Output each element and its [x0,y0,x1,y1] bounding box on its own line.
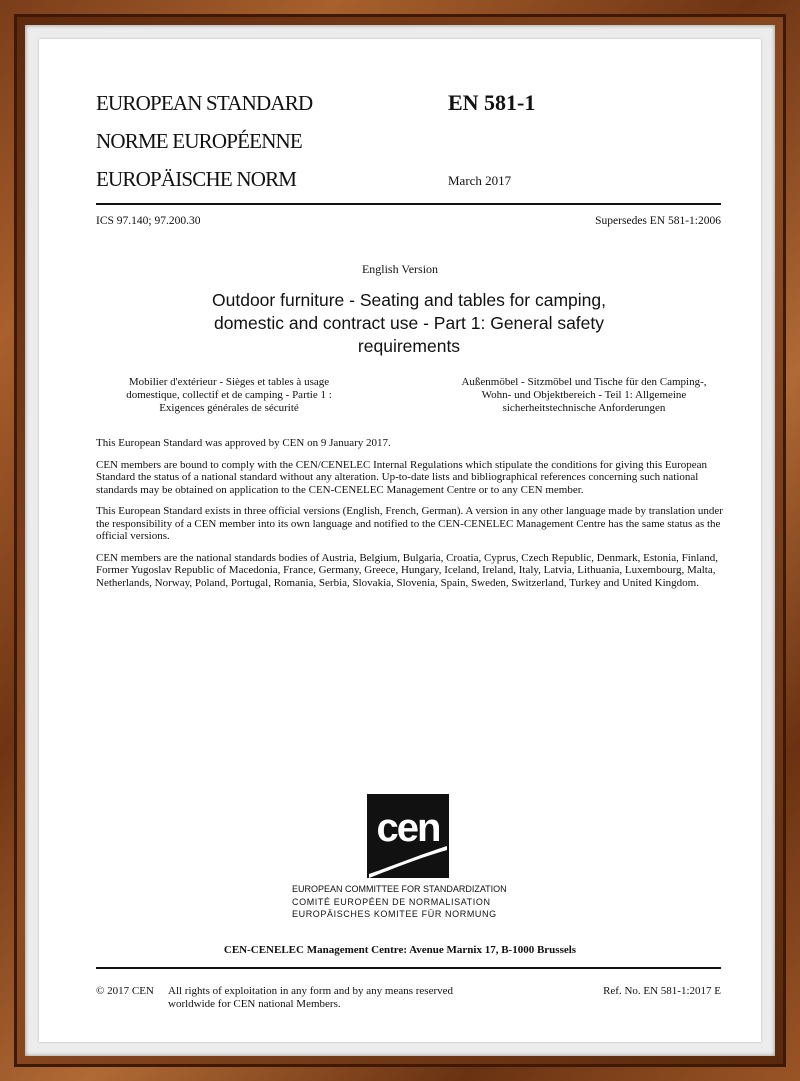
reference-number: Ref. No. EN 581-1:2017 E [603,985,721,997]
subtitle-de-line-1: Außenmöbel - Sitzmöbel und Tische für den Camping-, [461,376,707,388]
cen-name-en: EUROPEAN COMMITTEE FOR STANDARDIZATION [292,884,507,894]
standard-label-fr: NORME EUROPÉENNE [96,129,302,153]
standard-number: EN 581-1 [448,90,536,115]
subtitle-fr-line-3: Exigences générales de sécurité [159,402,299,414]
cen-name-fr: COMITÉ EUROPÉEN DE NORMALISATION [292,896,491,907]
cen-logo-text: cen [376,806,440,850]
compliance-paragraph: CEN members are bound to comply with the CEN/CENELEC Internal Regulations which stipulate the conditions for giving this European Standard the status of a national standard without any alteration. Up-to-date lists and bibliographical references concerning such national standards may be obtained on application to the CEN-CENELEC Management Centre or to any CEN member. [96,458,707,496]
cen-address: CEN-CENELEC Management Centre: Avenue Marnix 17, B-1000 Brussels [223,944,577,956]
subtitle-fr-line-2: domestique, collectif et de camping - Partie 1 : [126,389,332,401]
standard-label-de: EUROPÄISCHE NORM [96,167,297,191]
title-line-2: domestic and contract use - Part 1: General safety [213,313,605,333]
members-paragraph: CEN members are the national standards bodies of Austria, Belgium, Bulgaria, Croatia, Cyprus, Czech Republic, Denmark, Estonia, Finland, Former Yugoslav Republic of Macedonia, France, Germany, Greece, Hungary, Iceland, Ireland, Italy, Latvia, Lithuania, Luxembourg, Malta, Netherlands, Norway, Poland, Portugal, Romania, Serbia, Slovakia, Slovenia, Spain, Sweden, Switzerland, Turkey and United Kingdom. [96,551,718,589]
copyright-notice: © 2017 CEN [96,985,154,997]
footer-divider [96,967,721,969]
rights-reserved [168,985,453,1010]
cen-logo [367,794,449,878]
body-text [96,437,724,598]
document-page [39,39,761,1042]
standard-label-en: EUROPEAN STANDARD [96,91,313,115]
subtitle-de-line-3: sicherheitstechnische Anforderungen [502,402,666,414]
rights-line-1: All rights of exploitation in any form and by any means reserved [168,985,454,997]
rights-line-2: worldwide for CEN national Members. [168,997,341,1010]
cen-committee-names [292,883,507,921]
supersedes-note: Supersedes EN 581-1:2006 [595,215,721,227]
cen-logo-graphic [367,794,449,878]
title-line-1: Outdoor furniture - Seating and tables for camping, [212,290,606,310]
header-divider [96,203,721,205]
ics-code: ICS 97.140; 97.200.30 [96,215,201,227]
title-line-3: requirements [357,336,461,356]
approval-paragraph: This European Standard was approved by CEN on 9 January 2017. [96,437,391,449]
cen-name-de: EUROPÄISCHES KOMITEE FÜR NORMUNG [292,909,497,919]
versions-paragraph: This European Standard exists in three official versions (English, French, German). A version in any other language made by translation under the responsibility of a CEN member into its own language and notified to the CEN-CENELEC Management Centre has the same status as the official versions. [96,505,723,542]
subtitle-french [99,376,359,415]
subtitle-de-line-2: Wohn- und Objektbereich - Teil 1: Allgemeine [481,389,687,401]
publication-date: March 2017 [448,173,512,188]
version-label: English Version [361,262,439,276]
subtitle-fr-line-1: Mobilier d'extérieur - Sièges et tables à usage [128,376,330,388]
document-title [99,289,719,358]
subtitle-german [444,376,724,415]
